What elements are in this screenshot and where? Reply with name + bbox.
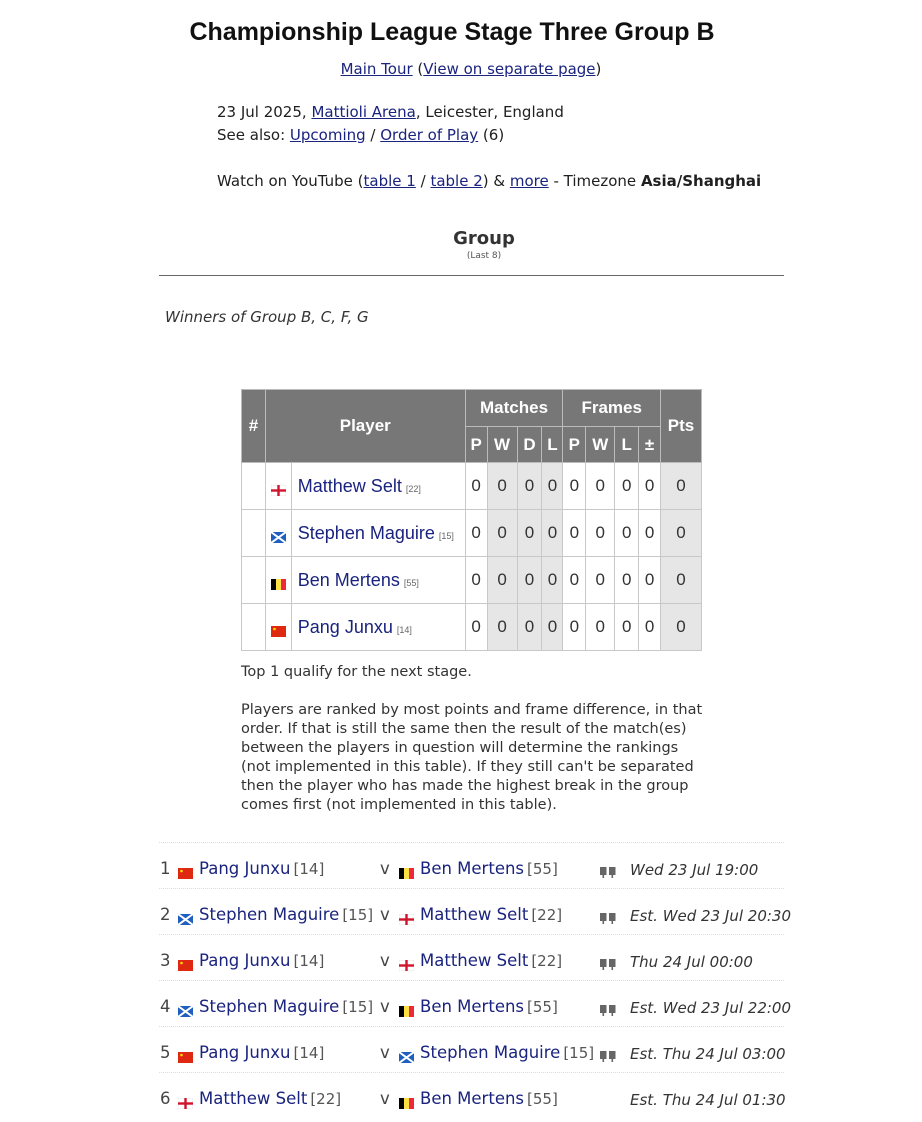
player-link[interactable]: Ben Mertens (297, 569, 400, 590)
stat-fl-cell: 0 (615, 604, 639, 651)
stat-ml-cell: 0 (542, 463, 563, 510)
player-cell (291, 463, 465, 510)
match-row (159, 1026, 784, 1072)
player-2-seed: [55] (527, 998, 558, 1016)
stat-ml-cell: 0 (542, 604, 563, 651)
versus-label: v (380, 951, 390, 970)
matches-won-header: W (487, 427, 517, 463)
match-time: Est. Wed 23 Jul 22:00 (630, 999, 792, 1017)
frame-diff-header: ± (639, 427, 661, 463)
player-2-name-link[interactable]: Ben Mertens (420, 859, 525, 878)
player-2-seed: [15] (563, 1044, 595, 1062)
qualify-note: Top 1 qualify for the next stage. (241, 664, 472, 680)
group-subtitle: (Last 8) (466, 251, 502, 261)
stat-mw-cell: 0 (487, 463, 517, 510)
stat-fd-cell: 0 (639, 557, 661, 604)
player-1-name-link[interactable]: Pang Junxu (199, 1043, 291, 1062)
standings-row (242, 557, 702, 604)
matches-lost-header: L (542, 427, 563, 463)
player-1-name-link[interactable]: Stephen Maguire (199, 905, 340, 924)
match-time: Thu 24 Jul 00:00 (630, 953, 753, 971)
order-of-play-link[interactable]: Order of Play (380, 126, 479, 144)
event-date-venue (217, 101, 564, 124)
versus-label: v (380, 859, 390, 878)
player-seed: [55] (403, 577, 419, 588)
flag-cell (265, 604, 291, 651)
separator: / (415, 172, 431, 190)
player-seed: [14] (396, 624, 412, 635)
rank-header: # (242, 390, 266, 463)
matches-header: Matches (465, 390, 563, 427)
event-date: 23 Jul 2025, (217, 103, 312, 121)
versus-label: v (380, 997, 390, 1016)
stat-md-cell: 0 (517, 604, 542, 651)
stat-mw-cell: 0 (487, 557, 517, 604)
china-flag-icon (178, 1048, 193, 1059)
stat-fw-cell: 0 (586, 557, 615, 604)
player-2-seed: [22] (531, 952, 563, 970)
match-row (159, 888, 792, 934)
match-time: Est. Thu 24 Jul 03:00 (630, 1045, 786, 1063)
england-flag-icon (178, 1094, 193, 1105)
scotland-flag-icon (178, 910, 193, 921)
belgium-flag-icon (399, 864, 414, 875)
stat-md-cell: 0 (517, 463, 542, 510)
player-header: Player (265, 390, 465, 463)
flag-cell (265, 510, 291, 557)
standings-table (241, 389, 702, 651)
player-cell (291, 557, 465, 604)
player-2-name-link[interactable]: Matthew Selt (420, 951, 529, 970)
player-2-seed: [55] (527, 1090, 558, 1108)
match-row (159, 1072, 784, 1118)
stat-fp-cell: 0 (563, 604, 586, 651)
table-2-link[interactable]: table 2 (430, 172, 483, 190)
match-row (159, 842, 784, 888)
belgium-flag-icon (399, 1094, 414, 1105)
player-cell (291, 510, 465, 557)
stat-fd-cell: 0 (639, 604, 661, 651)
page-title: Championship League Stage Three Group B (189, 18, 715, 46)
timezone-value: Asia/Shanghai (640, 172, 762, 190)
player-1 (178, 859, 324, 878)
player-1-name-link[interactable]: Matthew Selt (199, 1089, 308, 1108)
table-icon (600, 1001, 616, 1020)
divider (159, 275, 784, 276)
player-1 (178, 997, 373, 1016)
player-link[interactable]: Stephen Maguire (297, 522, 435, 543)
player-1-seed: [15] (342, 906, 374, 924)
versus-label: v (380, 1089, 390, 1108)
player-2 (399, 1043, 594, 1062)
rank-cell (242, 463, 266, 510)
stat-fl-cell: 0 (615, 510, 639, 557)
match-number: 4 (160, 997, 171, 1016)
england-flag-icon (399, 910, 414, 921)
player-1-seed: [15] (342, 998, 374, 1016)
stat-mp-cell: 0 (465, 604, 487, 651)
stat-mw-cell: 0 (487, 604, 517, 651)
watch-and: ) & (482, 172, 510, 190)
separator: / (365, 126, 381, 144)
player-2-seed: [55] (527, 860, 558, 878)
nav-close-paren: ) (595, 60, 602, 78)
stat-pts-cell: 0 (661, 557, 702, 604)
group-title: Group (453, 228, 515, 249)
stat-pts-cell: 0 (661, 604, 702, 651)
more-link[interactable]: more (509, 172, 549, 190)
player-seed: [22] (405, 483, 421, 494)
player-cell (291, 604, 465, 651)
scotland-flag-icon (178, 1002, 193, 1013)
player-2-name-link[interactable]: Ben Mertens (420, 1089, 525, 1108)
order-count: (6) (478, 126, 505, 144)
stat-fw-cell: 0 (586, 510, 615, 557)
stat-mw-cell: 0 (487, 510, 517, 557)
player-1-seed: [14] (293, 860, 325, 878)
table-1-link[interactable]: table 1 (363, 172, 416, 190)
match-time: Wed 23 Jul 19:00 (630, 861, 759, 879)
frames-header: Frames (563, 390, 661, 427)
versus-label: v (380, 905, 390, 924)
upcoming-link[interactable]: Upcoming (289, 126, 366, 144)
stat-fd-cell: 0 (639, 463, 661, 510)
see-also-line (217, 124, 504, 147)
player-2-name-link[interactable]: Stephen Maguire (420, 1043, 561, 1062)
stat-mp-cell: 0 (465, 463, 487, 510)
frames-played-header: P (563, 427, 586, 463)
table-icon (600, 909, 616, 928)
player-1-seed: [22] (310, 1090, 342, 1108)
stat-mp-cell: 0 (465, 510, 487, 557)
stat-fp-cell: 0 (563, 557, 586, 604)
player-2 (399, 997, 558, 1016)
player-1 (178, 1043, 324, 1062)
match-row (159, 934, 784, 980)
match-time: Est. Thu 24 Jul 01:30 (630, 1091, 786, 1109)
points-header: Pts (661, 390, 702, 463)
stat-fd-cell: 0 (639, 510, 661, 557)
standings-row (242, 604, 702, 651)
separate-page-link[interactable]: View on separate page (423, 60, 596, 78)
player-2-seed: [22] (531, 906, 563, 924)
player-2 (399, 905, 562, 924)
match-row (159, 980, 792, 1026)
match-time: Est. Wed 23 Jul 20:30 (630, 907, 792, 925)
china-flag-icon (178, 864, 193, 875)
belgium-flag-icon (271, 575, 286, 586)
match-number: 2 (160, 905, 171, 924)
player-2-name-link[interactable]: Ben Mertens (420, 997, 525, 1016)
flag-cell (265, 463, 291, 510)
player-1 (178, 905, 373, 924)
stat-ml-cell: 0 (542, 510, 563, 557)
sub-navigation (0, 60, 922, 78)
player-1-name-link[interactable]: Stephen Maguire (199, 997, 340, 1016)
timezone-label: - Timezone (548, 172, 641, 190)
matches-drawn-header: D (517, 427, 542, 463)
stat-fl-cell: 0 (615, 557, 639, 604)
group-winners-text: Winners of Group B, C, F, G (165, 308, 369, 326)
table-icon (600, 863, 616, 882)
player-1 (178, 951, 324, 970)
scotland-flag-icon (399, 1048, 414, 1059)
rank-cell (242, 510, 266, 557)
frames-won-header: W (586, 427, 615, 463)
see-also-label: See also: (217, 126, 290, 144)
match-number: 6 (160, 1089, 171, 1108)
scotland-flag-icon (271, 528, 286, 539)
england-flag-icon (399, 956, 414, 967)
stat-ml-cell: 0 (542, 557, 563, 604)
england-flag-icon (271, 481, 286, 492)
ranking-note: Players are ranked by most points and frame difference, in that order. If that is still the same then the result of the match(es) between the players in question will determine the rankings (not implemented in this table). If they still can't be separated then the player who has made the highest break in the group comes first (not implemented in this table). (241, 702, 703, 813)
player-1-name-link[interactable]: Pang Junxu (199, 859, 291, 878)
rank-cell (242, 604, 266, 651)
table-icon (600, 1047, 616, 1066)
venue-link[interactable]: Mattioli Arena (311, 103, 416, 121)
stat-fw-cell: 0 (586, 463, 615, 510)
match-number: 3 (160, 951, 171, 970)
player-link[interactable]: Matthew Selt (297, 475, 402, 496)
belgium-flag-icon (399, 1002, 414, 1013)
standings-row (242, 510, 702, 557)
group-header (0, 228, 922, 261)
stat-fp-cell: 0 (563, 510, 586, 557)
main-tour-link[interactable]: Main Tour (340, 60, 413, 78)
player-2 (399, 859, 558, 878)
player-1 (178, 1089, 341, 1108)
watch-prefix: Watch on YouTube ( (217, 172, 364, 190)
player-1-seed: [14] (293, 1044, 325, 1062)
player-1-seed: [14] (293, 952, 325, 970)
rank-cell (242, 557, 266, 604)
player-seed: [15] (438, 530, 454, 541)
match-number: 1 (160, 859, 171, 878)
frames-lost-header: L (615, 427, 639, 463)
player-1-name-link[interactable]: Pang Junxu (199, 951, 291, 970)
table-icon (600, 955, 616, 974)
match-number: 5 (160, 1043, 171, 1062)
player-2 (399, 1089, 558, 1108)
player-2-name-link[interactable]: Matthew Selt (420, 905, 529, 924)
stat-md-cell: 0 (517, 510, 542, 557)
nav-open-paren: ( (412, 60, 424, 78)
flag-cell (265, 557, 291, 604)
stat-mp-cell: 0 (465, 557, 487, 604)
stat-pts-cell: 0 (661, 463, 702, 510)
player-link[interactable]: Pang Junxu (297, 616, 393, 637)
stat-fw-cell: 0 (586, 604, 615, 651)
china-flag-icon (178, 956, 193, 967)
matches-played-header: P (465, 427, 487, 463)
versus-label: v (380, 1043, 390, 1062)
standings-row (242, 463, 702, 510)
stat-fp-cell: 0 (563, 463, 586, 510)
china-flag-icon (271, 622, 286, 633)
player-2 (399, 951, 562, 970)
watch-line (217, 170, 761, 193)
stat-pts-cell: 0 (661, 510, 702, 557)
stat-md-cell: 0 (517, 557, 542, 604)
match-list (159, 842, 792, 1118)
stat-fl-cell: 0 (615, 463, 639, 510)
event-location: , Leicester, England (415, 103, 564, 121)
